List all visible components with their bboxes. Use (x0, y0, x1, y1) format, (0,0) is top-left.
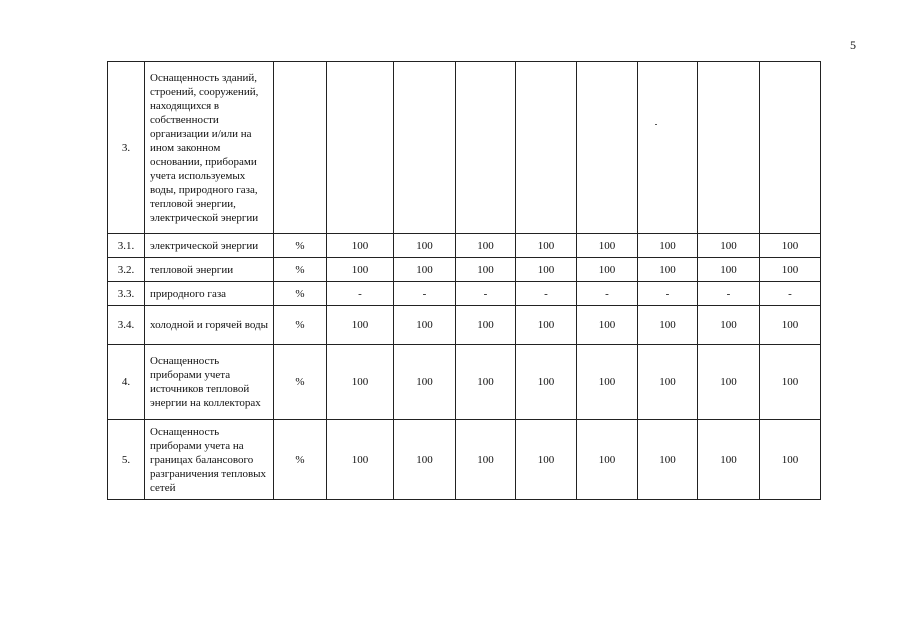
value-cell: 100 (327, 258, 394, 282)
unit-cell: % (274, 258, 327, 282)
row-number: 3.2. (108, 258, 145, 282)
value-cell: - (760, 282, 821, 306)
value-cell: - (456, 282, 516, 306)
value-cell: - (394, 282, 456, 306)
table-row (108, 345, 821, 420)
value-cell: 100 (456, 420, 516, 500)
value-cell: 100 (516, 258, 577, 282)
table-row (108, 420, 821, 500)
unit-cell: % (274, 345, 327, 420)
value-cell: 100 (327, 234, 394, 258)
table-row (108, 258, 821, 282)
value-cell: 100 (456, 258, 516, 282)
value-cell: 100 (760, 258, 821, 282)
unit-cell: % (274, 306, 327, 345)
row-number: 5. (108, 420, 145, 500)
value-cell: 100 (394, 234, 456, 258)
scan-speck (655, 124, 657, 125)
value-cell: 100 (698, 234, 760, 258)
value-cell: 100 (577, 420, 638, 500)
value-cell (638, 62, 698, 234)
value-cell (516, 62, 577, 234)
value-cell: 100 (638, 345, 698, 420)
value-cell: 100 (638, 420, 698, 500)
value-cell: - (698, 282, 760, 306)
row-number: 3. (108, 62, 145, 234)
value-cell: 100 (516, 306, 577, 345)
value-cell: 100 (516, 234, 577, 258)
indicator-name: Оснащенность приборами учета на границах балансового разграничения тепловых сетей (145, 420, 274, 500)
value-cell: - (638, 282, 698, 306)
table-body (108, 62, 821, 500)
value-cell: 100 (638, 258, 698, 282)
value-cell: 100 (394, 258, 456, 282)
value-cell: 100 (456, 306, 516, 345)
table-row (108, 282, 821, 306)
row-number: 3.1. (108, 234, 145, 258)
value-cell: 100 (394, 345, 456, 420)
unit-cell: % (274, 282, 327, 306)
value-cell: 100 (327, 420, 394, 500)
value-cell (327, 62, 394, 234)
value-cell: 100 (577, 306, 638, 345)
page-number: 5 (850, 38, 856, 52)
value-cell: 100 (698, 420, 760, 500)
table-row (108, 306, 821, 345)
indicator-name: Оснащенность зданий, строений, сооружений, находящихся в собственности организации и/или на ином законном основании, приборами учета используемых воды, природного газа, тепловой энергии, электрической энергии (145, 62, 274, 234)
value-cell: 100 (394, 420, 456, 500)
row-number: 3.4. (108, 306, 145, 345)
row-number: 3.3. (108, 282, 145, 306)
value-cell: 100 (638, 306, 698, 345)
value-cell: 100 (577, 345, 638, 420)
indicator-name: Оснащенность приборами учета источников тепловой энергии на коллекторах (145, 345, 274, 420)
value-cell: - (327, 282, 394, 306)
value-cell: 100 (638, 234, 698, 258)
value-cell: 100 (456, 234, 516, 258)
value-cell: 100 (516, 420, 577, 500)
value-cell: 100 (760, 306, 821, 345)
indicators-table (107, 61, 821, 500)
value-cell (760, 62, 821, 234)
value-cell: 100 (698, 345, 760, 420)
indicator-name: природного газа (145, 282, 274, 306)
table-row (108, 234, 821, 258)
value-cell: 100 (327, 345, 394, 420)
indicator-name: холодной и горячей воды (145, 306, 274, 345)
value-cell: 100 (516, 345, 577, 420)
value-cell: - (516, 282, 577, 306)
value-cell (394, 62, 456, 234)
unit-cell: % (274, 234, 327, 258)
value-cell: 100 (698, 258, 760, 282)
value-cell (698, 62, 760, 234)
row-number: 4. (108, 345, 145, 420)
indicator-name: электрической энергии (145, 234, 274, 258)
value-cell: 100 (760, 420, 821, 500)
unit-cell: % (274, 420, 327, 500)
value-cell (456, 62, 516, 234)
value-cell: 100 (760, 234, 821, 258)
value-cell: 100 (577, 234, 638, 258)
value-cell: 100 (760, 345, 821, 420)
value-cell (577, 62, 638, 234)
table-row (108, 62, 821, 234)
indicator-name: тепловой энергии (145, 258, 274, 282)
value-cell: 100 (327, 306, 394, 345)
value-cell: - (577, 282, 638, 306)
value-cell: 100 (577, 258, 638, 282)
unit-cell (274, 62, 327, 234)
value-cell: 100 (698, 306, 760, 345)
value-cell: 100 (394, 306, 456, 345)
value-cell: 100 (456, 345, 516, 420)
